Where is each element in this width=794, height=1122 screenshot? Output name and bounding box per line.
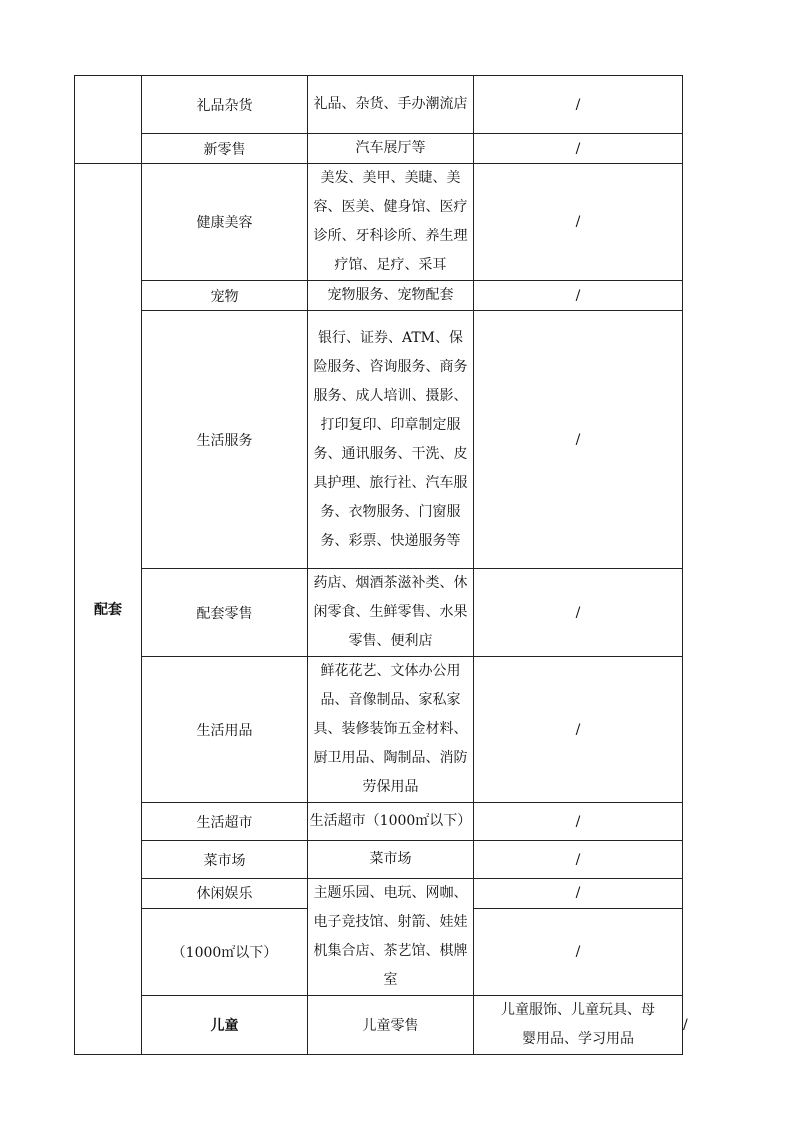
table-row (75, 657, 683, 803)
description-cell (308, 879, 474, 996)
mark-cell: / (474, 908, 683, 995)
category-cell: 配套 (75, 164, 142, 1055)
description-cell (308, 134, 474, 164)
table-row: 儿童 儿童零售 儿童服饰、儿童玩具、母婴用品、学习用品 / (75, 996, 683, 1055)
mark-cell: / (474, 281, 683, 311)
table-row (75, 569, 683, 657)
mark-cell: / (474, 76, 683, 134)
mark-cell: / (474, 134, 683, 164)
subcategory-cell: 生活超市 (142, 803, 308, 841)
mark-cell: / (474, 164, 683, 281)
description-cell (308, 76, 474, 134)
description-cell (308, 841, 474, 879)
description-text: 汽车展厅等 (355, 140, 426, 156)
description-cell (308, 311, 474, 569)
mark-cell: / (474, 311, 683, 569)
mark-cell: / (474, 657, 683, 803)
description-text: 宠物服务、宠物配套 (327, 287, 454, 303)
subcategory-cell: 宠物 (142, 281, 308, 311)
description-cell (308, 281, 474, 311)
mark-cell: / (474, 879, 683, 909)
description-cell (308, 164, 474, 281)
table-row (75, 76, 683, 134)
mark-cell: / (474, 841, 683, 879)
table-row (75, 281, 683, 311)
table-row (75, 803, 683, 841)
description-text: 鲜花花艺、文体办公用品、音像制品、家私家具、装修装饰五金材料、厨卫用品、陶制品、消防劳保用品 (313, 663, 468, 795)
mark-cell: / (474, 569, 683, 657)
subcategory-cell: 菜市场 (142, 841, 308, 879)
category-table (74, 75, 688, 1055)
table-row (75, 841, 683, 879)
description-text: 生活超市（1000㎡以下） (309, 813, 472, 829)
subcategory-cell: 新零售 (142, 134, 308, 164)
subcategory-cell: 生活服务 (142, 311, 308, 569)
description-text: 儿童服饰、儿童玩具、母婴用品、学习用品 (501, 1002, 655, 1047)
description-text: 主题乐园、电玩、网咖、电子竞技馆、射箭、娃娃机集合店、茶艺馆、棋牌室 (313, 885, 468, 988)
table-row (75, 879, 683, 909)
table-row (75, 164, 683, 281)
table-row (75, 134, 683, 164)
description-cell (474, 996, 683, 1055)
subcategory-cell: 礼品杂货 (142, 76, 308, 134)
category-cell: 儿童 (142, 996, 308, 1055)
description-text: 礼品、杂货、手办潮流店 (313, 96, 468, 112)
subcategory-cell: 休闲娱乐 (142, 879, 308, 909)
description-text: 银行、证券、ATM、保险服务、咨询服务、商务服务、成人培训、摄影、打印复印、印章制定服务、通讯服务、干洗、皮具护理、旅行社、汽车服务、衣物服务、门窗服务、彩票、快递服务等 (313, 329, 468, 549)
description-text: 美发、美甲、美睫、美容、医美、健身馆、医疗诊所、牙科诊所、养生理疗馆、足疗、采耳 (313, 170, 468, 273)
mark-cell: / (474, 803, 683, 841)
subcategory-cell: 儿童零售 (308, 996, 474, 1055)
subcategory-cell: 健康美容 (142, 164, 308, 281)
description-cell (308, 657, 474, 803)
subcategory-cell: 配套零售 (142, 569, 308, 657)
description-cell (308, 803, 474, 841)
subcategory-cell: （1000㎡以下） (142, 908, 308, 995)
category-cell-empty (75, 76, 142, 164)
table-row (75, 311, 683, 569)
description-text: 药店、烟酒茶滋补类、休闲零食、生鲜零售、水果零售、便利店 (313, 575, 468, 649)
description-text: 菜市场 (369, 851, 412, 867)
description-cell (308, 569, 474, 657)
subcategory-cell: 生活用品 (142, 657, 308, 803)
